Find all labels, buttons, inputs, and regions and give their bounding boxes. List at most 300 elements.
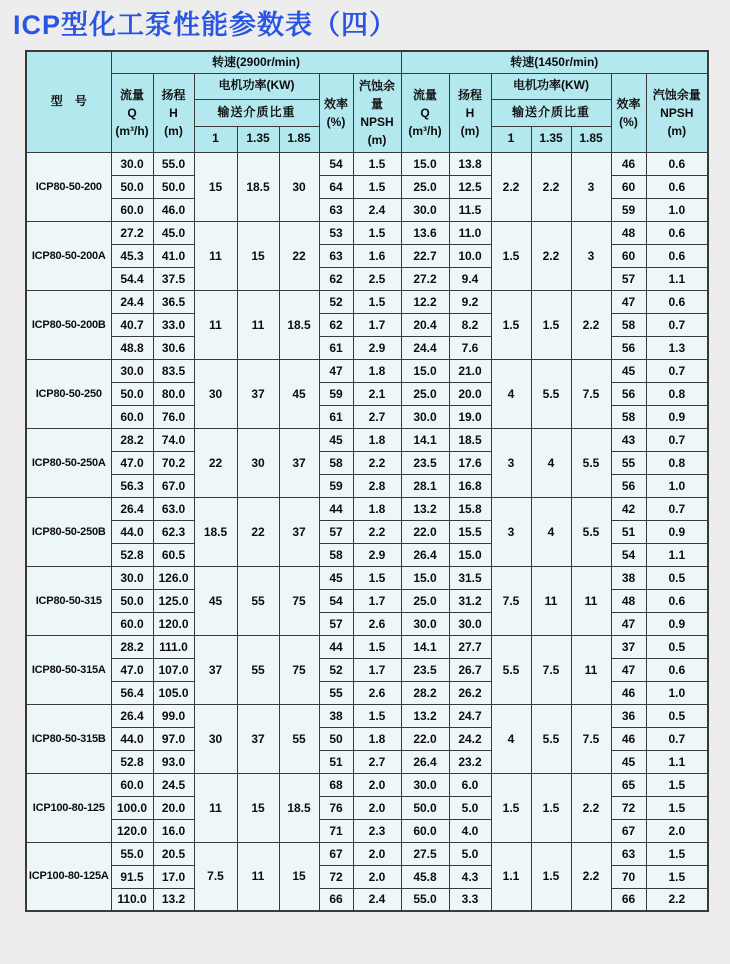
head-2900-cell: 46.0 xyxy=(153,198,194,221)
head-1450-cell: 20.0 xyxy=(449,382,491,405)
head-1450-cell: 5.0 xyxy=(449,842,491,865)
efficiency-1450-cell: 45 xyxy=(611,750,646,773)
efficiency-2900-cell: 59 xyxy=(319,382,353,405)
efficiency-2900-cell: 58 xyxy=(319,451,353,474)
header-power-2900: 电机功率(KW) xyxy=(194,73,319,99)
efficiency-1450-cell: 59 xyxy=(611,198,646,221)
head-1450-cell: 8.2 xyxy=(449,313,491,336)
npsh-2900-cell: 2.7 xyxy=(353,405,401,428)
head-label: 扬程 xyxy=(457,87,482,102)
power-1450-density-1-cell: 1.5 xyxy=(491,221,531,290)
power-1450-density-1-cell: 4 xyxy=(491,359,531,428)
power-1450-density-1-cell: 1.5 xyxy=(491,773,531,842)
flow-1450-cell: 28.2 xyxy=(401,681,449,704)
npsh-2900-cell: 2.0 xyxy=(353,773,401,796)
header-row-groups xyxy=(26,73,708,99)
efficiency-1450-cell: 56 xyxy=(611,474,646,497)
head-1450-cell: 7.6 xyxy=(449,336,491,359)
efficiency-2900-cell: 52 xyxy=(319,658,353,681)
npsh-2900-cell: 2.7 xyxy=(353,750,401,773)
efficiency-2900-cell: 50 xyxy=(319,727,353,750)
power-2900-density-1.35-cell: 15 xyxy=(237,773,279,842)
table-row xyxy=(26,290,708,313)
flow-symbol: Q xyxy=(420,105,430,120)
flow-2900-cell: 40.7 xyxy=(111,313,153,336)
table-row xyxy=(26,704,708,727)
npsh-2900-cell: 1.5 xyxy=(353,175,401,198)
table-row xyxy=(26,428,708,451)
npsh-label: 汽蚀余量 xyxy=(358,78,395,111)
efficiency-1450-cell: 38 xyxy=(611,566,646,589)
power-1450-density-1.35-cell: 1.5 xyxy=(531,773,571,842)
efficiency-2900-cell: 54 xyxy=(319,589,353,612)
head-1450-cell: 9.2 xyxy=(449,290,491,313)
efficiency-2900-cell: 53 xyxy=(319,221,353,244)
flow-1450-cell: 30.0 xyxy=(401,773,449,796)
head-2900-cell: 60.5 xyxy=(153,543,194,566)
head-2900-cell: 24.5 xyxy=(153,773,194,796)
header-speed-1450: 转速(1450r/min) xyxy=(401,51,708,73)
npsh-1450-cell: 0.9 xyxy=(646,520,708,543)
flow-1450-cell: 15.0 xyxy=(401,359,449,382)
power-1450-density-1.85-cell: 5.5 xyxy=(571,497,611,566)
power-2900-density-1.35-cell: 15 xyxy=(237,221,279,290)
npsh-1450-cell: 0.7 xyxy=(646,428,708,451)
header-head-2900 xyxy=(153,73,194,152)
efficiency-1450-cell: 36 xyxy=(611,704,646,727)
flow-2900-cell: 50.0 xyxy=(111,382,153,405)
flow-2900-cell: 54.4 xyxy=(111,267,153,290)
power-1450-density-1.35-cell: 1.5 xyxy=(531,290,571,359)
npsh-2900-cell: 1.7 xyxy=(353,658,401,681)
npsh-1450-cell: 1.5 xyxy=(646,842,708,865)
table-row xyxy=(26,773,708,796)
power-1450-density-1.85-cell: 3 xyxy=(571,152,611,221)
header-flow-1450 xyxy=(401,73,449,152)
power-2900-density-1.35-cell: 11 xyxy=(237,842,279,911)
power-2900-density-1.85-cell: 55 xyxy=(279,704,319,773)
npsh-1450-cell: 1.5 xyxy=(646,796,708,819)
flow-1450-cell: 13.6 xyxy=(401,221,449,244)
npsh-1450-cell: 0.7 xyxy=(646,313,708,336)
head-1450-cell: 16.8 xyxy=(449,474,491,497)
npsh-1450-cell: 1.5 xyxy=(646,773,708,796)
npsh-1450-cell: 0.7 xyxy=(646,497,708,520)
npsh-2900-cell: 2.0 xyxy=(353,842,401,865)
efficiency-2900-cell: 62 xyxy=(319,267,353,290)
power-2900-density-1.85-cell: 22 xyxy=(279,221,319,290)
npsh-symbol: NPSH xyxy=(360,114,394,129)
head-2900-cell: 37.5 xyxy=(153,267,194,290)
efficiency-2900-cell: 38 xyxy=(319,704,353,727)
model-cell: ICP80-50-200B xyxy=(26,290,111,359)
head-1450-cell: 4.3 xyxy=(449,865,491,888)
npsh-2900-cell: 1.8 xyxy=(353,428,401,451)
npsh-2900-cell: 2.8 xyxy=(353,474,401,497)
head-2900-cell: 120.0 xyxy=(153,612,194,635)
head-1450-cell: 13.8 xyxy=(449,152,491,175)
power-2900-density-1-cell: 11 xyxy=(194,773,237,842)
npsh-2900-cell: 2.4 xyxy=(353,888,401,911)
npsh-1450-cell: 0.7 xyxy=(646,359,708,382)
head-1450-cell: 21.0 xyxy=(449,359,491,382)
flow-1450-cell: 22.0 xyxy=(401,520,449,543)
power-1450-density-1.85-cell: 7.5 xyxy=(571,359,611,428)
efficiency-2900-cell: 47 xyxy=(319,359,353,382)
power-2900-density-1-cell: 18.5 xyxy=(194,497,237,566)
efficiency-1450-cell: 45 xyxy=(611,359,646,382)
head-2900-cell: 41.0 xyxy=(153,244,194,267)
efficiency-2900-cell: 44 xyxy=(319,635,353,658)
power-1450-density-1-cell: 2.2 xyxy=(491,152,531,221)
npsh-1450-cell: 0.6 xyxy=(646,152,708,175)
efficiency-1450-cell: 55 xyxy=(611,451,646,474)
head-label: 扬程 xyxy=(161,87,186,102)
head-1450-cell: 31.5 xyxy=(449,566,491,589)
flow-2900-cell: 52.8 xyxy=(111,750,153,773)
head-2900-cell: 76.0 xyxy=(153,405,194,428)
flow-1450-cell: 25.0 xyxy=(401,589,449,612)
flow-1450-cell: 14.1 xyxy=(401,428,449,451)
efficiency-2900-cell: 59 xyxy=(319,474,353,497)
table-row xyxy=(26,635,708,658)
power-2900-density-1.35-cell: 11 xyxy=(237,290,279,359)
table-row xyxy=(26,152,708,175)
flow-2900-cell: 50.0 xyxy=(111,175,153,198)
power-1450-density-1.85-cell: 2.2 xyxy=(571,290,611,359)
head-2900-cell: 83.5 xyxy=(153,359,194,382)
efficiency-1450-cell: 47 xyxy=(611,658,646,681)
model-cell: ICP80-50-200A xyxy=(26,221,111,290)
model-cell: ICP80-50-315B xyxy=(26,704,111,773)
power-1450-density-1.35-cell: 4 xyxy=(531,428,571,497)
efficiency-2900-cell: 63 xyxy=(319,198,353,221)
npsh-unit: (m) xyxy=(667,123,687,138)
power-2900-density-1.35-cell: 30 xyxy=(237,428,279,497)
power-2900-density-1.35-cell: 18.5 xyxy=(237,152,279,221)
flow-2900-cell: 60.0 xyxy=(111,612,153,635)
npsh-2900-cell: 2.2 xyxy=(353,451,401,474)
power-1450-density-1-cell: 4 xyxy=(491,704,531,773)
head-symbol: H xyxy=(169,105,178,120)
efficiency-2900-cell: 58 xyxy=(319,543,353,566)
head-2900-cell: 13.2 xyxy=(153,888,194,911)
power-1450-density-1-cell: 7.5 xyxy=(491,566,531,635)
model-cell: ICP100-80-125A xyxy=(26,842,111,911)
npsh-2900-cell: 1.5 xyxy=(353,704,401,727)
head-symbol: H xyxy=(465,105,475,120)
npsh-2900-cell: 1.8 xyxy=(353,359,401,382)
power-2900-density-1-cell: 30 xyxy=(194,359,237,428)
npsh-1450-cell: 0.6 xyxy=(646,658,708,681)
power-1450-density-1.85-cell: 3 xyxy=(571,221,611,290)
flow-1450-cell: 20.4 xyxy=(401,313,449,336)
power-2900-density-1.85-cell: 30 xyxy=(279,152,319,221)
power-2900-density-1.35-cell: 37 xyxy=(237,359,279,428)
model-cell: ICP80-50-315A xyxy=(26,635,111,704)
power-1450-density-1.35-cell: 4 xyxy=(531,497,571,566)
header-density-2900: 输送介质比重 xyxy=(194,99,319,126)
model-cell: ICP100-80-125 xyxy=(26,773,111,842)
header-efficiency-2900 xyxy=(319,73,353,152)
npsh-2900-cell: 1.5 xyxy=(353,152,401,175)
npsh-unit: (m) xyxy=(367,132,387,147)
head-1450-cell: 23.2 xyxy=(449,750,491,773)
flow-unit: (m³/h) xyxy=(408,123,442,138)
flow-1450-cell: 27.2 xyxy=(401,267,449,290)
flow-1450-cell: 25.0 xyxy=(401,175,449,198)
efficiency-1450-cell: 48 xyxy=(611,589,646,612)
flow-1450-cell: 22.7 xyxy=(401,244,449,267)
power-1450-density-1.85-cell: 11 xyxy=(571,566,611,635)
npsh-1450-cell: 1.1 xyxy=(646,750,708,773)
flow-2900-cell: 47.0 xyxy=(111,451,153,474)
head-1450-cell: 10.0 xyxy=(449,244,491,267)
model-cell: ICP80-50-200 xyxy=(26,152,111,221)
head-1450-cell: 26.2 xyxy=(449,681,491,704)
npsh-1450-cell: 1.3 xyxy=(646,336,708,359)
flow-2900-cell: 120.0 xyxy=(111,819,153,842)
head-1450-cell: 24.7 xyxy=(449,704,491,727)
header-npsh-2900 xyxy=(353,73,401,152)
flow-2900-cell: 30.0 xyxy=(111,359,153,382)
power-2900-density-1.85-cell: 75 xyxy=(279,566,319,635)
npsh-2900-cell: 1.8 xyxy=(353,727,401,750)
efficiency-2900-cell: 76 xyxy=(319,796,353,819)
flow-1450-cell: 13.2 xyxy=(401,497,449,520)
flow-1450-cell: 45.8 xyxy=(401,865,449,888)
npsh-1450-cell: 1.1 xyxy=(646,543,708,566)
efficiency-label: 效率 xyxy=(616,96,641,111)
flow-1450-cell: 50.0 xyxy=(401,796,449,819)
npsh-2900-cell: 2.9 xyxy=(353,336,401,359)
efficiency-1450-cell: 67 xyxy=(611,819,646,842)
flow-2900-cell: 100.0 xyxy=(111,796,153,819)
head-1450-cell: 6.0 xyxy=(449,773,491,796)
power-2900-density-1.35-cell: 22 xyxy=(237,497,279,566)
npsh-1450-cell: 0.5 xyxy=(646,635,708,658)
head-1450-cell: 9.4 xyxy=(449,267,491,290)
npsh-1450-cell: 1.1 xyxy=(646,267,708,290)
npsh-2900-cell: 1.5 xyxy=(353,290,401,313)
head-1450-cell: 17.6 xyxy=(449,451,491,474)
efficiency-1450-cell: 48 xyxy=(611,221,646,244)
flow-label: 流量 xyxy=(412,87,437,102)
table-row xyxy=(26,221,708,244)
flow-2900-cell: 44.0 xyxy=(111,520,153,543)
header-flow-2900 xyxy=(111,73,153,152)
power-1450-density-1.35-cell: 2.2 xyxy=(531,221,571,290)
head-2900-cell: 20.0 xyxy=(153,796,194,819)
flow-1450-cell: 24.4 xyxy=(401,336,449,359)
efficiency-1450-cell: 58 xyxy=(611,405,646,428)
table-row xyxy=(26,842,708,865)
npsh-2900-cell: 1.7 xyxy=(353,589,401,612)
npsh-2900-cell: 2.6 xyxy=(353,612,401,635)
npsh-2900-cell: 1.6 xyxy=(353,244,401,267)
npsh-1450-cell: 0.5 xyxy=(646,704,708,727)
npsh-2900-cell: 2.6 xyxy=(353,681,401,704)
table-row xyxy=(26,359,708,382)
power-1450-density-1.35-cell: 11 xyxy=(531,566,571,635)
table-header xyxy=(26,51,708,152)
flow-2900-cell: 56.4 xyxy=(111,681,153,704)
efficiency-2900-cell: 61 xyxy=(319,336,353,359)
head-1450-cell: 15.0 xyxy=(449,543,491,566)
flow-1450-cell: 15.0 xyxy=(401,152,449,175)
efficiency-2900-cell: 45 xyxy=(319,566,353,589)
header-density-185-2900: 1.85 xyxy=(279,126,319,152)
flow-2900-cell: 30.0 xyxy=(111,152,153,175)
efficiency-1450-cell: 56 xyxy=(611,336,646,359)
power-1450-density-1.85-cell: 5.5 xyxy=(571,428,611,497)
npsh-1450-cell: 0.6 xyxy=(646,290,708,313)
flow-unit: (m³/h) xyxy=(115,123,149,138)
efficiency-2900-cell: 54 xyxy=(319,152,353,175)
npsh-2900-cell: 2.0 xyxy=(353,865,401,888)
power-1450-density-1.85-cell: 7.5 xyxy=(571,704,611,773)
npsh-1450-cell: 0.8 xyxy=(646,451,708,474)
efficiency-2900-cell: 61 xyxy=(319,405,353,428)
efficiency-label: 效率 xyxy=(323,96,348,111)
flow-2900-cell: 52.8 xyxy=(111,543,153,566)
head-2900-cell: 126.0 xyxy=(153,566,194,589)
power-1450-density-1-cell: 5.5 xyxy=(491,635,531,704)
npsh-1450-cell: 2.0 xyxy=(646,819,708,842)
efficiency-2900-cell: 44 xyxy=(319,497,353,520)
header-density-135-2900: 1.35 xyxy=(237,126,279,152)
header-row-speed xyxy=(26,51,708,73)
npsh-1450-cell: 0.6 xyxy=(646,589,708,612)
efficiency-1450-cell: 43 xyxy=(611,428,646,451)
header-head-1450 xyxy=(449,73,491,152)
power-1450-density-1.85-cell: 2.2 xyxy=(571,842,611,911)
flow-1450-cell: 25.0 xyxy=(401,382,449,405)
model-cell: ICP80-50-250A xyxy=(26,428,111,497)
npsh-1450-cell: 1.5 xyxy=(646,865,708,888)
flow-1450-cell: 30.0 xyxy=(401,405,449,428)
efficiency-2900-cell: 57 xyxy=(319,612,353,635)
flow-2900-cell: 91.5 xyxy=(111,865,153,888)
flow-2900-cell: 44.0 xyxy=(111,727,153,750)
model-cell: ICP80-50-250B xyxy=(26,497,111,566)
efficiency-1450-cell: 58 xyxy=(611,313,646,336)
header-model: 型 号 xyxy=(26,51,111,152)
power-2900-density-1-cell: 37 xyxy=(194,635,237,704)
flow-2900-cell: 30.0 xyxy=(111,566,153,589)
head-2900-cell: 74.0 xyxy=(153,428,194,451)
flow-2900-cell: 50.0 xyxy=(111,589,153,612)
flow-1450-cell: 12.2 xyxy=(401,290,449,313)
efficiency-unit: (%) xyxy=(326,114,346,129)
head-2900-cell: 36.5 xyxy=(153,290,194,313)
head-1450-cell: 4.0 xyxy=(449,819,491,842)
power-2900-density-1-cell: 22 xyxy=(194,428,237,497)
power-1450-density-1-cell: 1.1 xyxy=(491,842,531,911)
flow-2900-cell: 47.0 xyxy=(111,658,153,681)
npsh-1450-cell: 0.8 xyxy=(646,382,708,405)
header-density-185-1450: 1.85 xyxy=(571,126,611,152)
npsh-1450-cell: 0.7 xyxy=(646,727,708,750)
flow-2900-cell: 60.0 xyxy=(111,198,153,221)
head-1450-cell: 19.0 xyxy=(449,405,491,428)
flow-1450-cell: 27.5 xyxy=(401,842,449,865)
efficiency-unit: (%) xyxy=(619,114,638,129)
efficiency-1450-cell: 51 xyxy=(611,520,646,543)
efficiency-1450-cell: 72 xyxy=(611,796,646,819)
head-2900-cell: 17.0 xyxy=(153,865,194,888)
efficiency-1450-cell: 57 xyxy=(611,267,646,290)
head-2900-cell: 50.0 xyxy=(153,175,194,198)
power-2900-density-1.85-cell: 18.5 xyxy=(279,773,319,842)
power-1450-density-1.85-cell: 2.2 xyxy=(571,773,611,842)
efficiency-2900-cell: 64 xyxy=(319,175,353,198)
efficiency-1450-cell: 46 xyxy=(611,727,646,750)
power-1450-density-1.35-cell: 5.5 xyxy=(531,359,571,428)
flow-2900-cell: 45.3 xyxy=(111,244,153,267)
head-2900-cell: 80.0 xyxy=(153,382,194,405)
power-2900-density-1.35-cell: 55 xyxy=(237,635,279,704)
flow-2900-cell: 110.0 xyxy=(111,888,153,911)
flow-2900-cell: 56.3 xyxy=(111,474,153,497)
head-2900-cell: 33.0 xyxy=(153,313,194,336)
head-2900-cell: 20.5 xyxy=(153,842,194,865)
flow-2900-cell: 26.4 xyxy=(111,497,153,520)
npsh-1450-cell: 0.9 xyxy=(646,405,708,428)
header-npsh-1450 xyxy=(646,73,708,152)
pump-performance-table xyxy=(25,50,709,912)
flow-1450-cell: 22.0 xyxy=(401,727,449,750)
npsh-1450-cell: 0.6 xyxy=(646,221,708,244)
flow-1450-cell: 23.5 xyxy=(401,451,449,474)
power-2900-density-1-cell: 11 xyxy=(194,221,237,290)
npsh-2900-cell: 1.5 xyxy=(353,635,401,658)
power-2900-density-1.85-cell: 75 xyxy=(279,635,319,704)
npsh-2900-cell: 2.2 xyxy=(353,520,401,543)
flow-1450-cell: 15.0 xyxy=(401,566,449,589)
npsh-1450-cell: 1.0 xyxy=(646,474,708,497)
head-2900-cell: 67.0 xyxy=(153,474,194,497)
head-2900-cell: 63.0 xyxy=(153,497,194,520)
head-1450-cell: 26.7 xyxy=(449,658,491,681)
head-unit: (m) xyxy=(164,123,183,138)
power-1450-density-1.35-cell: 7.5 xyxy=(531,635,571,704)
efficiency-1450-cell: 70 xyxy=(611,865,646,888)
efficiency-2900-cell: 51 xyxy=(319,750,353,773)
header-density-1-2900: 1 xyxy=(194,126,237,152)
npsh-2900-cell: 2.9 xyxy=(353,543,401,566)
flow-2900-cell: 55.0 xyxy=(111,842,153,865)
head-1450-cell: 3.3 xyxy=(449,888,491,911)
efficiency-1450-cell: 63 xyxy=(611,842,646,865)
power-1450-density-1-cell: 3 xyxy=(491,428,531,497)
flow-1450-cell: 28.1 xyxy=(401,474,449,497)
npsh-2900-cell: 1.8 xyxy=(353,497,401,520)
flow-label: 流量 xyxy=(119,87,144,102)
power-2900-density-1.85-cell: 37 xyxy=(279,428,319,497)
flow-1450-cell: 55.0 xyxy=(401,888,449,911)
head-1450-cell: 5.0 xyxy=(449,796,491,819)
flow-1450-cell: 13.2 xyxy=(401,704,449,727)
head-1450-cell: 24.2 xyxy=(449,727,491,750)
efficiency-2900-cell: 68 xyxy=(319,773,353,796)
efficiency-2900-cell: 52 xyxy=(319,290,353,313)
power-1450-density-1.35-cell: 5.5 xyxy=(531,704,571,773)
head-2900-cell: 30.6 xyxy=(153,336,194,359)
npsh-label: 汽蚀余量 xyxy=(652,87,701,102)
header-efficiency-1450 xyxy=(611,73,646,152)
head-2900-cell: 70.2 xyxy=(153,451,194,474)
